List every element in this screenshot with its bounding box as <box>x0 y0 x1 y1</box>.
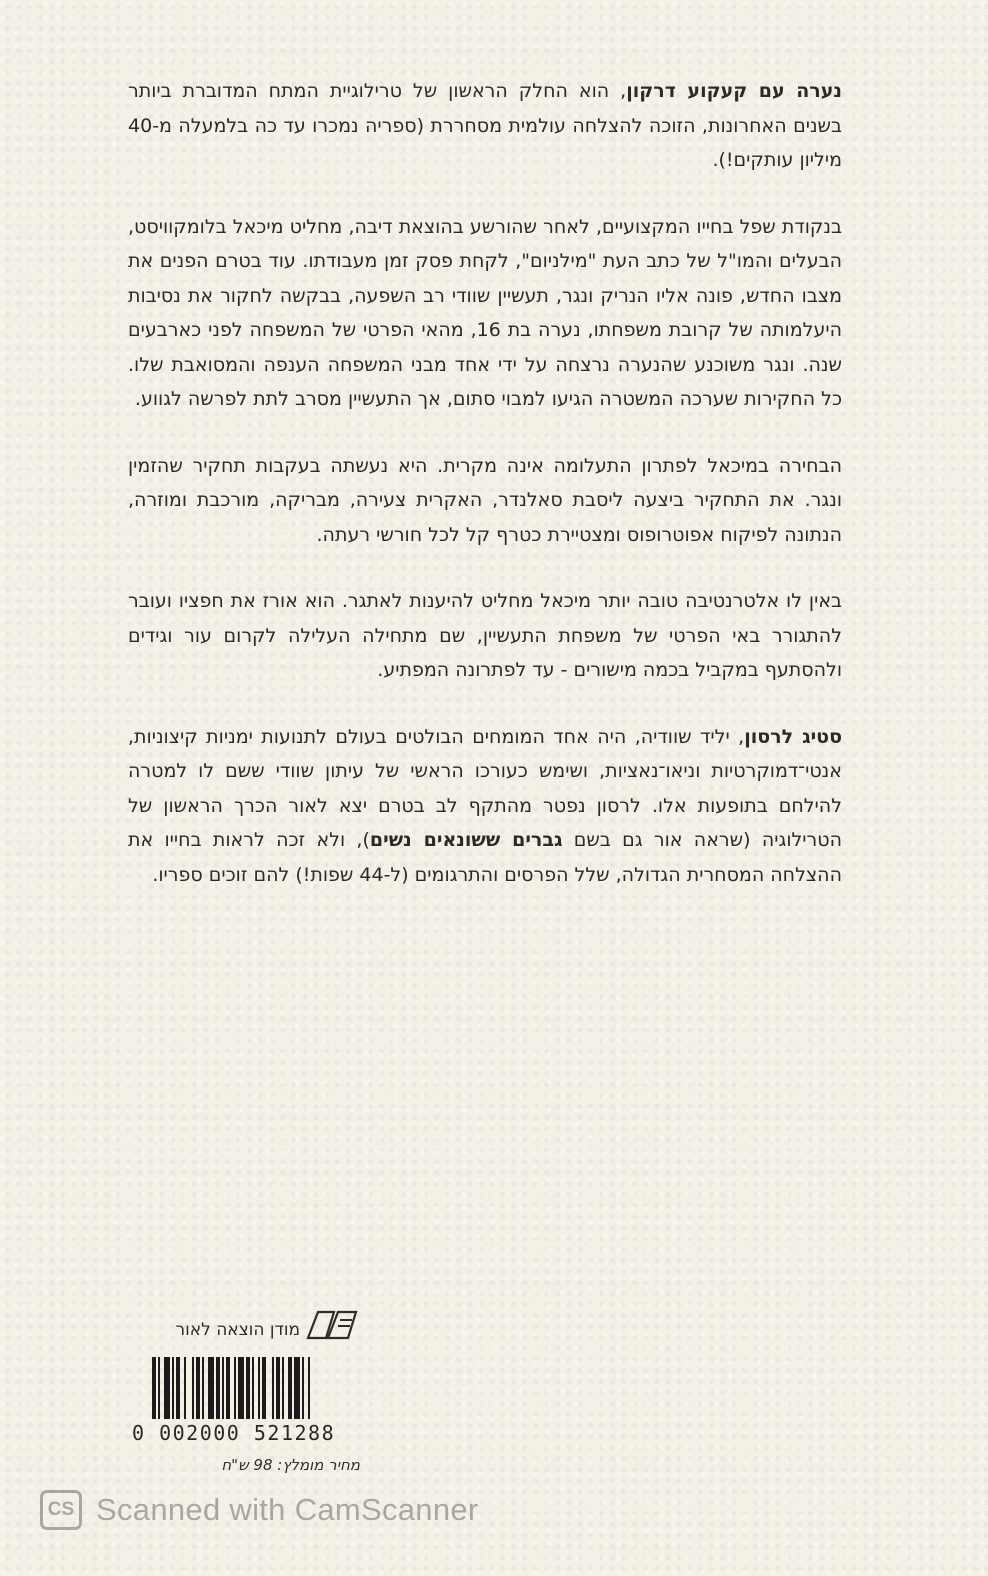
blurb-paragraph-4: באין לו אלטרנטיבה טובה יותר מיכאל מחליט להיענות לאתגר. הוא אורז את חפציו ועובר להתגורר באי הפרטי של משפחת התעשיין, שם מתחילה העלילה לקרום עור וגידים ולהסתעף במקביל בכמה מישורים - עד לפתרונה המפתיע. <box>128 590 842 681</box>
camscanner-logo-icon: CS <box>40 1490 82 1530</box>
blurb-paragraph-1 <box>128 74 842 178</box>
author-bio-text-a: , יליד שוודיה, היה אחד המומחים הבולטים בעולם לתנועות ימניות קיצוניות, אנטי־דמוקרטיות וניאו־נאציות, ושימש כעורכו הראשי של עיתון שוודי ששם לו למטרה להילחם בתופעות אלו. לרסון נפטר מהתקף לב בטרם יצא לאור הכרך הראשון של הטרילוגיה (שראה אור גם בשם <box>128 725 842 851</box>
blurb-paragraph-2: בנקודת שפל בחייו המקצועיים, לאחר שהורשע בהוצאת דיבה, מחליט מיכאל בלומקוויסט, הבעלים והמו"ל של כתב העת "מילניום", לקחת פסק זמן מעבודתו. עוד בטרם הפנים את מצבו החדש, פונה אליו הנריק ונגר, תעשיין שוודי רב השפעה, בבקשה לחקור את נסיבות היעלמותה של קרובת משפחתו, נערה בת 16, מהאי הפרטי של המשפחה לפני כארבעים שנה. ונגר משוכנע שהנערה נרצחה על ידי אחד מבני המשפחה הענפה והמסואבת שלו. כל החקירות שערכה המשטרה הגיעו למבוי סתום, אך התעשיין מסרב לתת לפרשה לגווע. <box>128 215 842 410</box>
book-title-bold: נערה עם קעקוע דרקון <box>626 80 842 102</box>
alt-title-bold: גברים ששונאים נשים <box>369 829 563 851</box>
camscanner-text: Scanned with CamScanner <box>96 1492 479 1527</box>
price-label: מחיר מומלץ: 98 ש"ח <box>221 1456 360 1474</box>
camscanner-watermark <box>40 1490 479 1530</box>
barcode-bar <box>310 1357 312 1419</box>
blurb-paragraph-1-text: , הוא החלק הראשון של טרילוגיית המתח המדוברת ביותר בשנים האחרונות, הזוכה להצלחה עולמית מסחררת (ספריה נמכרו עד כה בלמעלה מ-40 מיליון עותקים!). <box>128 80 842 171</box>
publisher-imprint <box>150 1302 360 1342</box>
book-blurb <box>128 74 842 924</box>
author-bio <box>128 720 842 893</box>
author-bio-text-b: ), ולא זכה לראות בחייו את ההצלחה המסחרית הגדולה, שלל הפרסים והתרגומים (ל-44 שפות!) להם זוכים ספריו. <box>128 829 842 886</box>
publisher-logo-icon <box>304 1308 360 1342</box>
publisher-name: מודן הוצאה לאור <box>175 1320 300 1340</box>
barcode-block <box>132 1357 362 1445</box>
barcode-digits: 0 002000 521288 <box>132 1421 336 1445</box>
barcode-bars <box>152 1357 362 1419</box>
author-name-bold: סטיג לרסון <box>744 725 842 748</box>
blurb-paragraph-3: הבחירה במיכאל לפתרון התעלומה אינה מקרית. היא נעשתה בעקבות תחקיר שהזמין ונגר. את התחקיר ביצעה ליסבת סאלנדר, האקרית צעירה, מבריקה, מורכבת ומוזרה, הנתונה לפיקוח אפוטרופוס ומצטיירת כטרף קל לכל חורשי רעתה. <box>128 454 842 546</box>
